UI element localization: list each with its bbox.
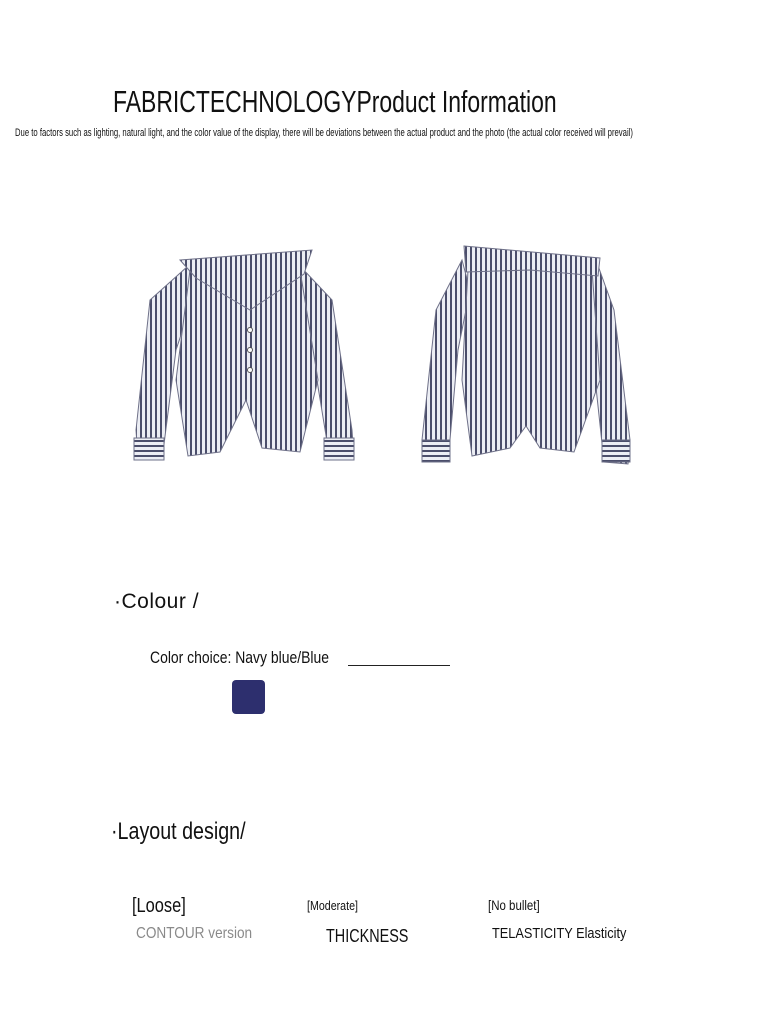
contour-label xyxy=(136,925,273,943)
elasticity-label xyxy=(492,925,650,943)
elasticity-tag-text: [No bullet] xyxy=(488,897,540,913)
page-title-text: FABRICTECHNOLOGYProduct Information xyxy=(113,84,557,119)
thickness-tag xyxy=(307,897,369,915)
striped-shirt-front-icon xyxy=(134,250,354,460)
thickness-label xyxy=(326,926,429,947)
fit-tag xyxy=(132,895,198,918)
contour-label-text: CONTOUR version xyxy=(136,925,253,942)
colour-heading: ·Colour / xyxy=(114,590,200,613)
product-photos xyxy=(0,230,768,480)
disclaimer xyxy=(15,123,768,141)
fit-tag-text: [Loose] xyxy=(132,895,186,917)
color-swatch-navy[interactable] xyxy=(232,680,265,714)
thickness-tag-text: [Moderate] xyxy=(307,898,358,913)
color-choice-label xyxy=(150,648,368,668)
divider-line xyxy=(348,665,450,666)
page-title xyxy=(113,84,713,120)
layout-heading xyxy=(111,818,275,846)
striped-shirt-back-icon xyxy=(422,246,630,464)
thickness-label-text: THICKNESS xyxy=(326,926,409,946)
layout-heading-text: ·Layout design/ xyxy=(111,818,246,845)
elasticity-label-text: TELASTICITY Elasticity xyxy=(492,925,627,942)
disclaimer-text: Due to factors such as lighting, natural light, and the color value of the display, there will be deviations between the actual product and the photo (the actual color received will prevail) xyxy=(15,127,633,139)
color-choice-text: Color choice: Navy blue/Blue xyxy=(150,648,329,667)
elasticity-tag xyxy=(488,897,551,915)
